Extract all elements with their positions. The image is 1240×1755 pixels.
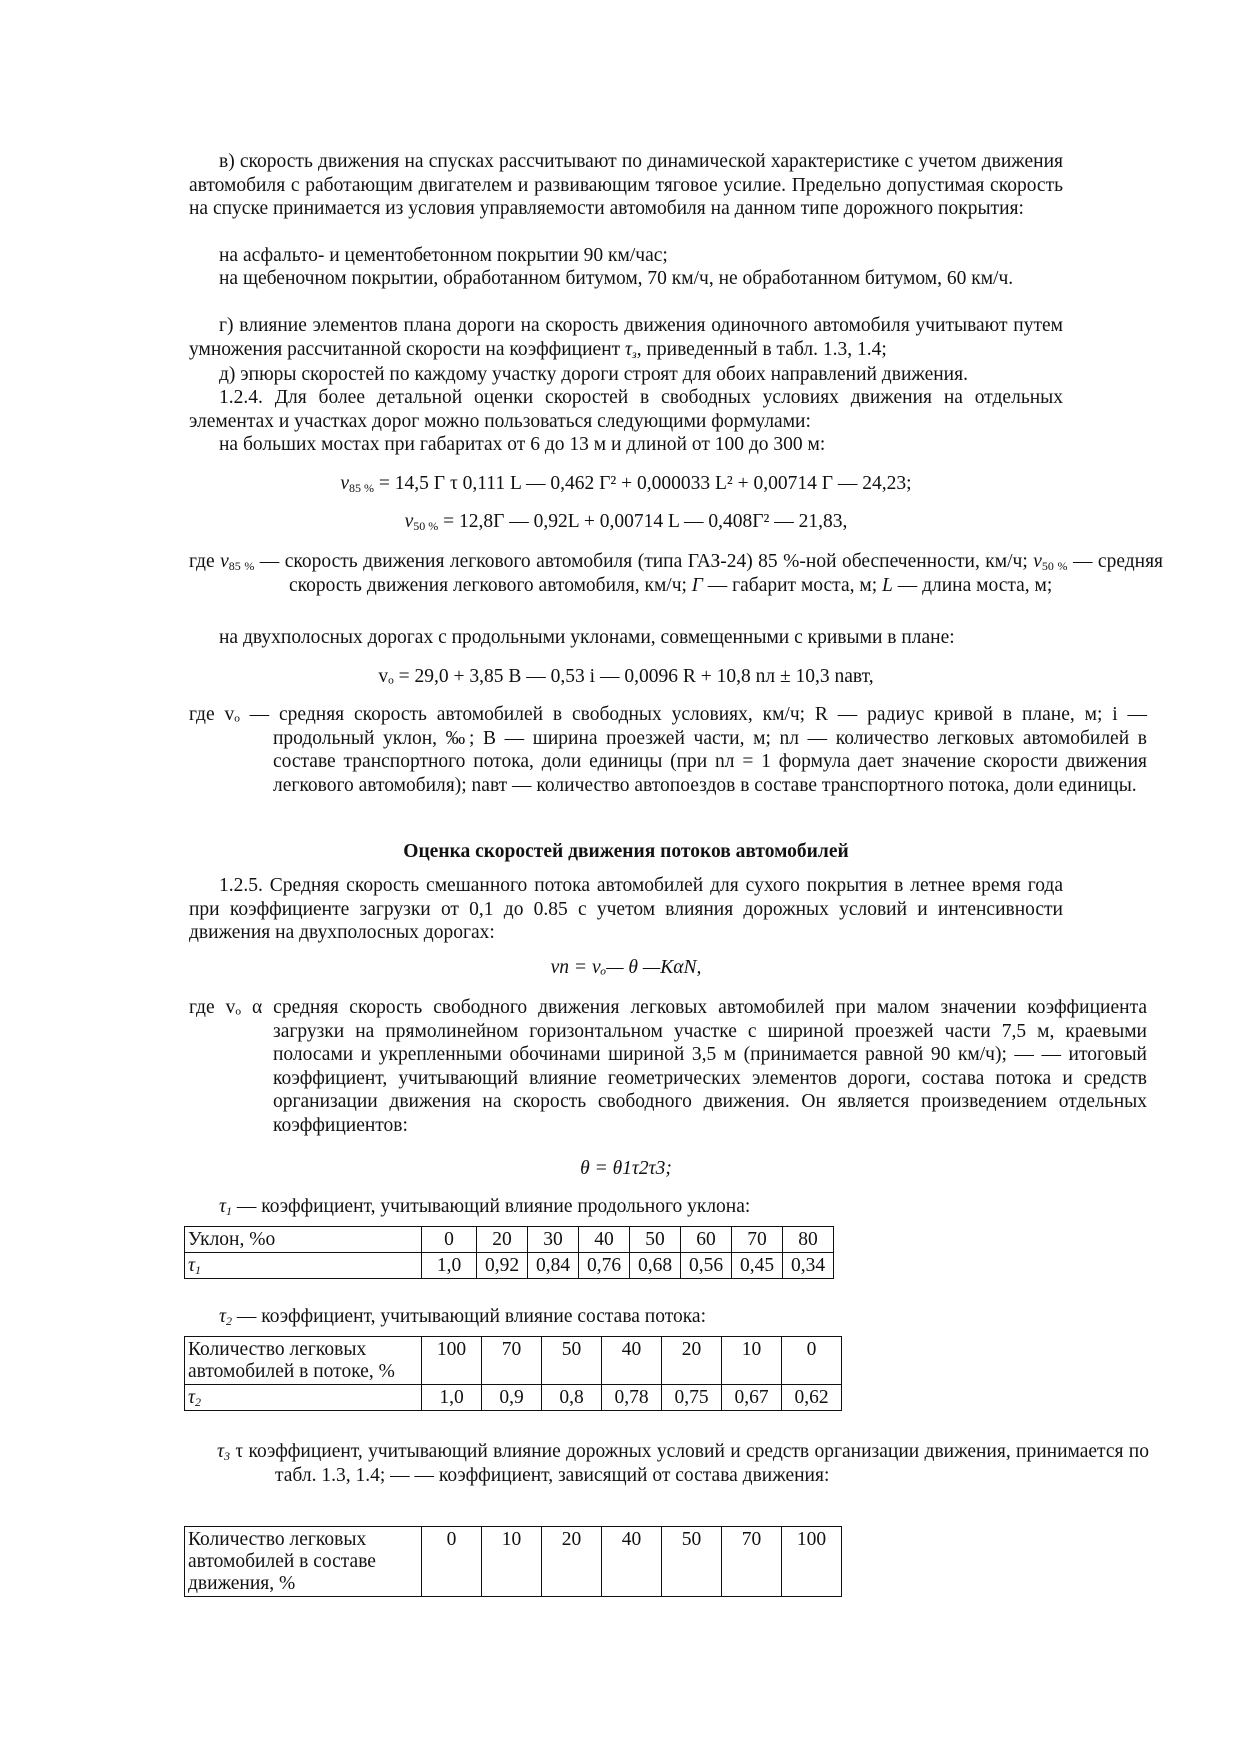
table-cell: 0,76 (579, 1253, 630, 1279)
paragraph-gravel: на щебеночном покрытии, обработанном битумом, 70 км/ч, не обработанном битумом, 60 км/ч. (219, 268, 1014, 289)
paragraph-g-text: г) влияние элементов плана дороги на скорость движения одиночного автомобиля учитывают путем умножения рассчитанной скорости на коэффициент (189, 315, 1063, 360)
table-cell: 1,0 (422, 1385, 482, 1411)
formula-vo: vₒ = 29,0 + 3,85 B — 0,53 i — 0,0096 R + 10,8 nл ± 10,3 nавт, (378, 666, 874, 687)
table-cell: 100 (422, 1337, 482, 1385)
table-cell: 70 (722, 1527, 782, 1597)
table-cell: Количество легковых автомобилей в потоке, % (185, 1337, 422, 1385)
table-cell: 50 (630, 1227, 681, 1253)
table-cell: 50 (542, 1337, 602, 1385)
paragraph-g (189, 314, 1063, 361)
formula-vp: vп = vₒ— θ —KαN, (550, 957, 702, 978)
table-row (185, 1527, 842, 1597)
table-cell: 10 (482, 1527, 542, 1597)
table-row (185, 1253, 834, 1279)
paragraph-d: д) эпюры скоростей по каждому участку дороги строят для обоих направлений движения. (219, 364, 968, 385)
table-cell: 0,34 (783, 1253, 834, 1279)
where-bridges: где $v_{85 \%}$ — скорость движения легкового автомобиля (типа ГАЗ-24) 85 %-ной обеспеченности, км/ч; $v_{50 \%}$ — средняя скорость движения легкового автомобиля, км/ч; Г — габарит моста, м; L — длина моста, м; (189, 551, 1164, 596)
table-tau3 (184, 1526, 842, 1597)
table-cell: 0,62 (782, 1385, 842, 1411)
table-cell: 0 (782, 1337, 842, 1385)
paragraph-1-2-5: 1.2.5. Средняя скорость смешанного потока автомобилей для сухого покрытия в летнее время года при коэффициенте загрузки от 0,1 до 0.85 с учетом влияния дорожных условий и интенсивности движения на двухполосных дорогах: (189, 875, 1063, 943)
where-vp: где vₒ α средняя скорость свободного движения легковых автомобилей при малом значении коэффициента загрузки на прямолинейном горизонтальном участке с шириной проезжей части 7,5 м, краевыми полосами и укрепленными обочинами шириной 3,5 м (принимается равной 90 км/ч); — — итоговый коэффициент, учитывающий влияние геометрических элементов дороги, состава потока и средств организации движения на скорость свободного движения. Он является произведением отдельных коэффициентов: (189, 997, 1147, 1136)
formula-theta: θ = θ1τ2τ3; (580, 1158, 672, 1179)
paragraph-v: в) скорость движения на спусках рассчитывают по динамической характеристике с учетом движения автомобиля с работающим двигателем и развивающим тяговое усилие. Предельно допустимая скорость на спуске принимается из условия управляемости автомобиля на данном типе дорожного покрытия: (189, 151, 1063, 219)
table-cell: 20 (662, 1337, 722, 1385)
table-cell: 0,78 (602, 1385, 662, 1411)
table-cell: 80 (783, 1227, 834, 1253)
table-cell: 0,84 (528, 1253, 579, 1279)
where-two-lane: где vₒ — средняя скорость автомобилей в свободных условиях, км/ч; R — радиус кривой в плане, м; i — продольный уклон, ‰; B — ширина проезжей части, м; nл — количество легковых автомобилей в составе транспортного потока, доли единицы (при nл = 1 формула дает значение скорости движения легкового автомобиля); nавт — количество автопоездов в составе транспортного потока, доли единицы. (189, 704, 1147, 796)
table-cell: 60 (681, 1227, 732, 1253)
table-cell: 0,45 (732, 1253, 783, 1279)
table-cell: 100 (782, 1527, 842, 1597)
table-cell: 1,0 (422, 1253, 477, 1279)
table-cell: 20 (542, 1527, 602, 1597)
caption-tau1: $\tau_1$ — коэффициент, учитывающий влияние продольного уклона: (219, 1196, 751, 1218)
table-cell: 0,56 (681, 1253, 732, 1279)
table-row (185, 1385, 842, 1411)
table-cell: $\tau_1$ (185, 1253, 422, 1279)
table-cell: 30 (528, 1227, 579, 1253)
paragraph-g-tail: , приведенный в табл. 1.3, 1.4; (636, 338, 887, 360)
table-cell: Количество легковых автомобилей в составе движения, % (185, 1527, 422, 1597)
table-tau2 (184, 1336, 842, 1411)
table-cell: 70 (732, 1227, 783, 1253)
table-row (185, 1337, 842, 1385)
paragraph-bridges: на больших мостах при габаритах от 6 до 13 м и длиной от 100 до 300 м: (219, 434, 826, 455)
table-cell: 0,67 (722, 1385, 782, 1411)
table-cell: 0,68 (630, 1253, 681, 1279)
table-tau1 (184, 1226, 834, 1279)
paragraph-1-2-4: 1.2.4. Для более детальной оценки скоростей в свободных условиях движения на отдельных элементах и участках дорог можно пользоваться следующими формулами: (189, 387, 1063, 432)
table-cell: 40 (602, 1337, 662, 1385)
tau3-symbol: $\tau_з$ (625, 338, 637, 361)
paragraph-two-lane: на двухполосных дорогах с продольными уклонами, совмещенными с кривыми в плане: (219, 627, 955, 648)
table-cell: Уклон, %о (185, 1227, 422, 1253)
table-cell: 50 (662, 1527, 722, 1597)
table-cell: 40 (579, 1227, 630, 1253)
table-cell: 20 (477, 1227, 528, 1253)
table-cell: 0 (422, 1227, 477, 1253)
caption-tau3: $\tau_3$ τ коэффициент, учитывающий влияние дорожных условий и средств организации движения, принимается по табл. 1.3, 1.4; — — коэффициент, зависящий от состава движения: (217, 1441, 1149, 1486)
section-heading: Оценка скоростей движения потоков автомобилей (403, 841, 849, 862)
table-row (185, 1227, 834, 1253)
table-cell: $\tau_2$ (185, 1385, 422, 1411)
caption-tau2: $\tau_2$ — коэффициент, учитывающий влияние состава потока: (219, 1306, 706, 1328)
table-cell: 40 (602, 1527, 662, 1597)
table-cell: 70 (482, 1337, 542, 1385)
formula-v50: $v_{50 \%} = 12,8Г$ — 0,92L + 0,00714 L — 0,408Г² — 21,83, (404, 511, 848, 533)
paragraph-asphalt: на асфальто- и цементобетонном покрытии 90 км/час; (219, 245, 668, 266)
table-cell: 0 (422, 1527, 482, 1597)
table-cell: 0,9 (482, 1385, 542, 1411)
table-cell: 10 (722, 1337, 782, 1385)
table-cell: 0,8 (542, 1385, 602, 1411)
table-cell: 0,75 (662, 1385, 722, 1411)
table-cell: 0,92 (477, 1253, 528, 1279)
formula-v85: $v_{85 \%} = 14,5$ Г τ 0,111 L — 0,462 Г² + 0,000033 L² + 0,00714 Г — 24,23; (340, 473, 912, 495)
